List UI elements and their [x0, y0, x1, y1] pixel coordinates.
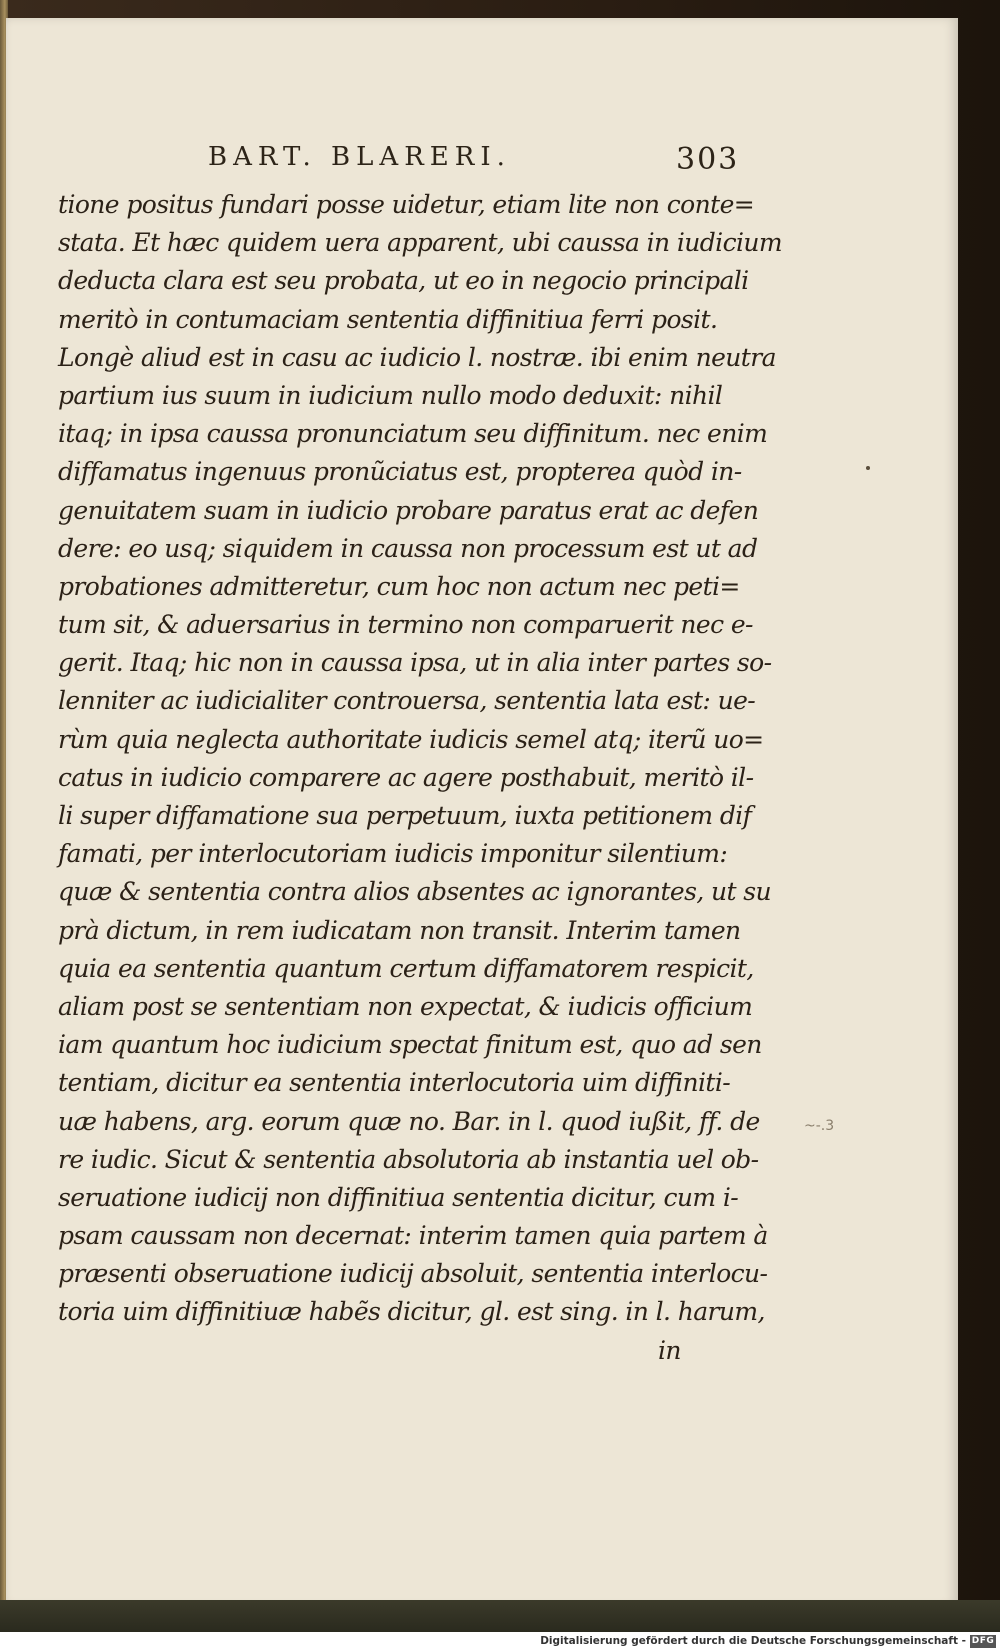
text-line: probationes admitteretur, cum hoc non actum nec peti=	[58, 571, 740, 601]
margin-dot	[866, 466, 870, 470]
running-head: BART. BLARERI.	[208, 142, 511, 172]
text-line: stata. Et hæc quidem uera apparent, ubi caussa in iudicium	[58, 228, 782, 258]
page-number: 303	[676, 142, 740, 177]
text-line: deducta clara est seu probata, ut eo in negocio principali	[58, 266, 749, 296]
catchword: in	[658, 1335, 681, 1365]
text-line: famati, per interlocutoriam iudicis imponitur silentium:	[58, 839, 728, 869]
text-line: re iudic. Sicut & sententia absolutoria ab instantia uel ob-	[58, 1144, 759, 1174]
text-line: gerit. Itaq; hic non in caussa ipsa, ut in alia inter partes so-	[58, 648, 772, 678]
text-line: itaq; in ipsa caussa pronunciatum seu diffinitum. nec enim	[58, 419, 768, 449]
text-line: tentiam, dicitur ea sententia interlocutoria uim diffiniti-	[58, 1068, 731, 1098]
text-line: quia ea sententia quantum certum diffamatorem respicit,	[58, 953, 754, 983]
text-line: genuitatem suam in iudicio probare paratus erat ac defen	[58, 495, 759, 525]
text-line: partium ius suum in iudicium nullo modo deduxit: nihil	[58, 380, 723, 410]
text-line: meritò in contumaciam sententia diffinitiua ferri posit.	[58, 304, 718, 334]
dfg-logo: DFG	[971, 1636, 995, 1646]
text-line: prà dictum, in rem iudicatam non transit. Interim tamen	[58, 915, 741, 945]
text-line: præsenti obseruatione iudicij absoluit, sententia interlocu-	[58, 1259, 768, 1289]
text-line: Longè aliud est in casu ac iudicio l. nostræ. ibi enim neutra	[58, 342, 776, 372]
text-line: li super diffamatione sua perpetuum, iuxta petitionem dif	[58, 801, 752, 830]
text-line: lenniter ac iudicialiter controuersa, sententia lata est: ue-	[58, 686, 756, 716]
text-line: quæ & sententia contra alios absentes ac ignorantes, ut su	[58, 877, 772, 907]
text-line: toria uim diffinitiuæ habẽs dicitur, gl. est sing. in l. harum,	[58, 1297, 765, 1327]
text-line: uæ habens, arg. eorum quæ no. Bar. in l. quod iußit, ff. de	[58, 1106, 760, 1136]
text-line: tione positus fundari posse uidetur, etiam lite non conte=	[58, 190, 755, 219]
text-line: aliam post se sententiam non expectat, & iudicis officium	[58, 991, 753, 1021]
text-line: seruatione iudicij non diffinitiua sententia dicitur, cum i-	[58, 1182, 739, 1212]
text-line: dere: eo usq; siquidem in caussa non processum est ut ad	[58, 533, 758, 563]
text-line: tum sit, & aduersarius in termino non comparuerit nec e-	[58, 610, 753, 640]
text-line: psam caussam non decernat: interim tamen quia partem à	[58, 1221, 768, 1251]
body-text	[58, 186, 782, 1370]
book-bottom-edge	[0, 1600, 1000, 1632]
margin-note: ~-.3	[804, 1118, 835, 1134]
text-line: iam quantum hoc iudicium spectat finitum est, quo ad sen	[58, 1030, 762, 1060]
text-line: catus in iudicio comparere ac agere posthabuit, meritò il-	[58, 762, 754, 792]
text-line: rùm quia neglecta authoritate iudicis semel atq; iterũ uo=	[58, 724, 764, 754]
text-line: diffamatus ingenuus pronũciatus est, propterea quòd in-	[58, 457, 742, 487]
footer	[0, 1632, 1000, 1652]
funding-notice: Digitalisierung gefördert durch die Deutsche Forschungsgemeinschaft -	[540, 1635, 966, 1647]
